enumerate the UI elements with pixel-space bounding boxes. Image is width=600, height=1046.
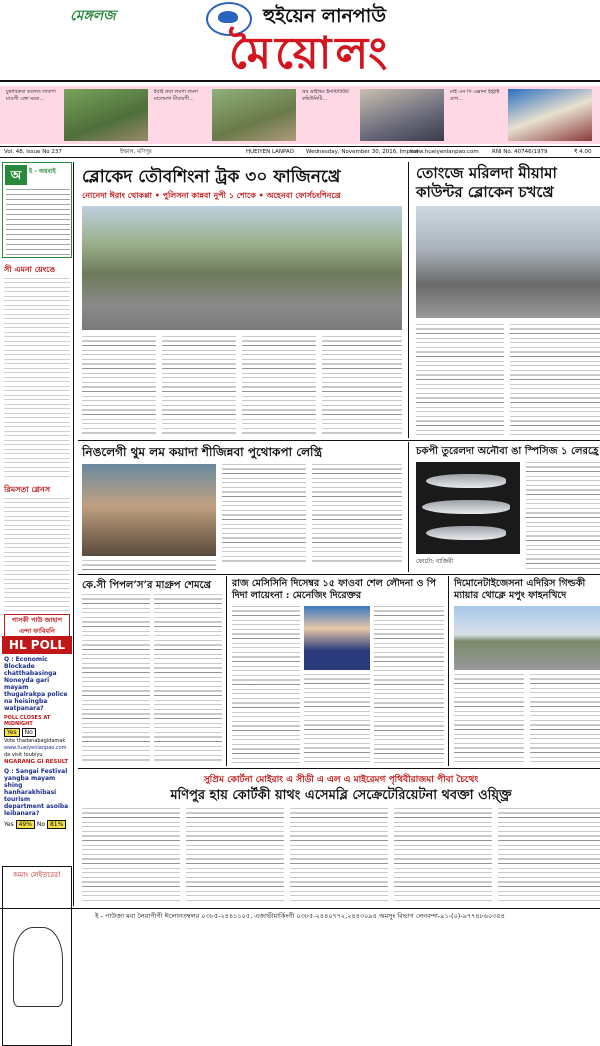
calendar-box (2, 162, 72, 258)
calendar-badge: অ (5, 165, 27, 185)
right-text-col (510, 324, 600, 436)
raj-headline[interactable]: রাজ মেসিসিনি দিসেম্বর ১৫ ফাওবা শেল লৌদনা ও পি দিদা লায়েংনা : মেনেজিং দিরেক্তর (232, 578, 436, 601)
thumbnail-photo (508, 89, 592, 141)
tagline-right: হুইয়েন লানপাউ (263, 5, 387, 27)
main-content (78, 162, 600, 906)
poll-website[interactable]: www.hueiyenlanpao.com (4, 745, 67, 751)
cartoon-label: অমাং লেইতরের! (13, 871, 61, 879)
side-story-text (4, 498, 70, 612)
column-divider (408, 442, 409, 572)
bottom-text-col (82, 808, 180, 902)
poll-no-button[interactable]: No (22, 728, 36, 737)
bottom-text-col (186, 808, 284, 902)
paper-name: HUEIYEN LANPAO (246, 149, 294, 155)
rni-number: RNI No. 40746/1979 (492, 149, 548, 155)
poll-options (4, 728, 70, 737)
demonetization-headline[interactable]: দিমোনেটাইজেসনা এদিরিস গিল্ডকী ম্যায়ার থোক্লে মপুং ফাহনখিদে (454, 578, 586, 601)
price: ₹ 4.00 (574, 149, 592, 155)
kc-people-headline[interactable]: কে.সী পিপল’স’র মাগ্রুপ শেমখ্রে (82, 580, 212, 591)
raj-text-col (232, 606, 300, 764)
thumbnail-photo (212, 89, 296, 141)
result-yes-pct: 49% (16, 820, 35, 829)
side-story-heading: সী এমনা য়েংঙে (4, 264, 56, 274)
row-divider (78, 768, 600, 769)
fire-headline[interactable]: নিঙলেগী থুম লম কয়াদা শীজিন্নবা পুথোকপা লেপ্ত্রি (82, 445, 323, 459)
thumbnail-photo (64, 89, 148, 141)
poll-question: Q : Economic Blockade chatthabasinga Noneyda gari mayam thugalrakpa police na heisingba watpanara? (4, 656, 68, 712)
bottom-text-col (290, 808, 388, 902)
raj-text-col (304, 674, 370, 764)
result-values (4, 820, 70, 829)
thumbnail-story[interactable] (4, 89, 149, 141)
poll-title: HL POLL (2, 636, 72, 654)
column-divider (408, 162, 409, 438)
calendar-rows (6, 189, 70, 255)
poll-yes-button[interactable]: Yes (4, 728, 20, 737)
fish-photo-caption: ফোটো: বাজিরী (416, 558, 454, 565)
thumbnail-story[interactable] (448, 89, 593, 141)
lead-subheadline: নোনেদা ঈরাং থোকপ্পা • পুলিসনা কান্নবা নুপী ১ শোকে • অহেনবা ফোর্সচংশিনখ্রে (82, 190, 341, 200)
sidebar-link[interactable]: গাসকী পাউ জাহাপ এন্দা ফাবিবনি (4, 614, 70, 638)
result-no-pct: 81% (47, 820, 66, 829)
fire-text-col (312, 464, 402, 564)
bottom-text-col (394, 808, 492, 902)
result-no-label: No (36, 821, 46, 828)
right-headline[interactable]: তোংজে মরিলদা মীয়ামা কাউন্টর ব্লোকেন চখখ্রে (416, 164, 557, 201)
side-story-heading: রিমসতা গ্লেনস (4, 484, 51, 494)
thumbnail-story[interactable] (300, 89, 445, 141)
fish-photo (416, 462, 520, 554)
volume-issue: Vol. 48, Issue No 237 (4, 149, 62, 155)
lead-text-col (322, 336, 402, 436)
bottom-subheadline: সুপ্রিম কোর্টনা মোইরাং এ সীডী এ এল এ মাইরেমগ পৃথিবীরাজমা পীবা চৈথেং (203, 775, 479, 785)
kc-people-text-col (82, 594, 150, 764)
row-divider (78, 574, 600, 575)
thumbnail-text: ম্রয় দ্রাইভিং ইনস্টিটিউট কমিউনিটি... (302, 89, 349, 102)
thumbnail-text: মাই এন সি এক্সানা ইন্ট্রাক্ট দ্রাগ... (450, 89, 500, 102)
lead-text-col (162, 336, 236, 436)
poll-visit: da visit toubiyu (4, 752, 43, 758)
fish-headline[interactable]: চকপী তুরেলদা অনৌবা ঙা স্পিসিজ ১ লেরহ্রে (416, 446, 599, 457)
tagline (0, 2, 600, 28)
column-divider (448, 576, 449, 766)
fish-specimen-icon (426, 526, 506, 540)
issue-date: Wednesday, November 30, 2016, Imphal (306, 149, 419, 155)
thumbnail-photo (360, 89, 444, 141)
thumbnail-story[interactable] (152, 89, 297, 141)
lead-text-col (82, 336, 156, 436)
bottom-text-col (498, 808, 600, 902)
fire-text-col (82, 560, 216, 570)
demonetization-photo (454, 606, 600, 670)
right-photo (416, 206, 600, 318)
fish-specimen-icon (422, 500, 510, 514)
fish-specimen-icon (426, 474, 506, 488)
poll-closes: POLL CLOSES AT MIDNIGHT (4, 715, 51, 727)
hl-poll (2, 636, 72, 828)
thumbnail-text: ইবাই রুবা লমগা লমদা মালেমগা মীয়ামগী... (154, 89, 199, 102)
result-yes-label: Yes (4, 821, 14, 828)
thumbnail-text: চুম্বাবিরুবা কলেজ লাকপা মাঙগী এঙ্গা মরক... (6, 89, 56, 102)
fire-text-col (222, 464, 306, 564)
brand-title: মৈয়োলং (228, 28, 392, 79)
lead-photo (82, 206, 402, 330)
masthead (0, 0, 600, 82)
raj-text-col (374, 606, 444, 764)
thumbnail-strip (0, 86, 600, 144)
lead-text-col (242, 336, 316, 436)
column-divider (226, 576, 227, 766)
demonetization-text-col (454, 674, 524, 764)
website[interactable]: www.hueiyenlanpao.com (410, 149, 479, 155)
footer-contact: ই - পাউজা মবা লৈরাপীগী ঈলোনতম্বলর ০৩৮৫-২৪৪১১০৫, এজাভীমার্কিংগী ০৩৮৫-২৪৪০৭৭২,২৪৪৩০৯৪ অমসুং বিভাগ লেনবন্দা-৯১-(০)-৯৭৭৪৮৬০৩৫৪ (0, 908, 600, 923)
info-bar (0, 146, 600, 158)
right-text-col (416, 324, 504, 436)
calendar-title: ই - অয়বাই (29, 168, 56, 175)
left-sidebar (0, 162, 74, 906)
side-story-text (4, 278, 70, 478)
poll-vote-text: Vote thadanabagidamak (4, 738, 66, 744)
result-question: Q : Sangai Festival yangba mayam shing hanharakhibasi tourism department asoiba leibanara? (4, 768, 69, 817)
tagline-left: মেঙ্গলজ (70, 8, 116, 24)
result-title: NGARANG GI RESULT (4, 759, 69, 765)
raj-photo (304, 606, 370, 670)
fish-text-col (526, 462, 600, 570)
kc-people-text-col (154, 594, 222, 764)
demonetization-text-col (530, 674, 600, 764)
bottom-headline[interactable]: মণিপুর হায় কোর্টকী য়াথং এসেমব্লি সেক্রেটেরিয়েটনা থবক্তা ওয়্ক্ত্রি (170, 788, 512, 803)
lead-headline[interactable]: ব্লোকেদ তৌবশিংনা ট্রক ৩০ ফাজিনখ্রে (82, 167, 341, 187)
cartoon-figure-icon (13, 927, 63, 1007)
row-divider (78, 440, 600, 441)
place: ইম্ফাল, মণিপুর (120, 149, 152, 155)
fire-photo (82, 464, 216, 556)
cartoon-box (2, 866, 72, 1046)
